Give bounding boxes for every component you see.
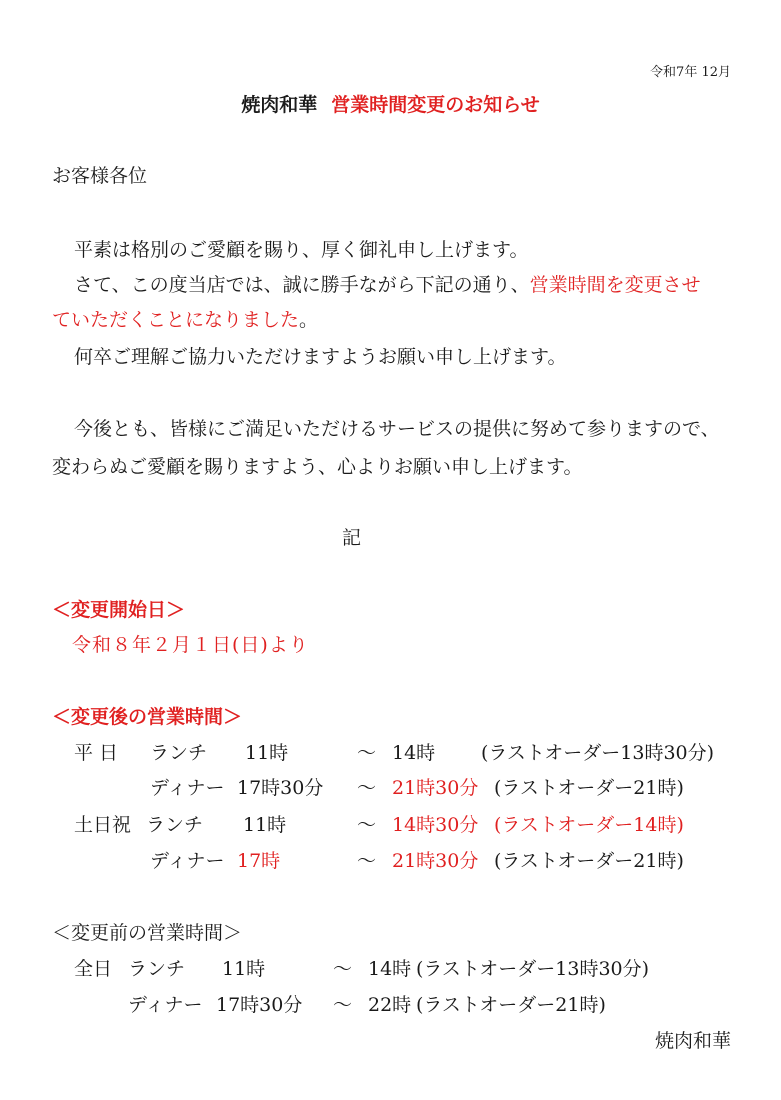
row-meal: ランチ	[128, 958, 186, 980]
row-last-order: (ラストオーダー13時30分)	[481, 742, 715, 764]
announcement-text: さて、この度当店では、誠に勝手ながら下記の通り、	[74, 274, 530, 296]
row-day: 土日祝	[74, 814, 132, 836]
row-tilde: ～	[357, 850, 377, 872]
row-tilde: ～	[333, 994, 353, 1016]
row-meal: ランチ	[150, 742, 208, 764]
salutation: お客様各位	[52, 165, 148, 187]
start-date-heading: ＜変更開始日＞	[52, 599, 186, 621]
row-meal: ディナー	[150, 850, 225, 872]
row-close-time: 14時30分	[392, 814, 479, 836]
row-meal: ランチ	[146, 814, 204, 836]
row-close-time: 21時30分	[392, 850, 479, 872]
announcement-highlight: 営業時間を変更させ	[529, 274, 701, 296]
row-tilde: ～	[357, 814, 377, 836]
row-tilde: ～	[333, 958, 353, 980]
row-close-time: 14時	[368, 958, 412, 980]
row-open-time: 17時30分	[216, 994, 303, 1016]
title-notice: 営業時間変更のお知らせ	[331, 94, 540, 116]
row-meal: ディナー	[150, 777, 225, 799]
row-last-order: (ラストオーダー21時)	[494, 850, 684, 872]
row-open-time: 11時	[243, 814, 287, 836]
row-open-time: 11時	[245, 742, 289, 764]
row-close-time: 22時	[368, 994, 412, 1016]
paragraph-closing-1: 今後とも、皆様にご満足いただけるサービスの提供に努めて参りますので、	[74, 418, 720, 440]
paragraph-announcement-cont	[52, 305, 318, 332]
announcement-highlight-cont: ていただくことになりました	[52, 309, 300, 331]
row-day: 平日	[74, 742, 125, 764]
document-date: 令和7年 12月	[650, 65, 731, 80]
start-date-value: 令和８年２月１日(日)より	[72, 634, 309, 656]
paragraph-greeting: 平素は格別のご愛顧を賜り、厚く御礼申し上げます。	[74, 239, 529, 261]
paragraph-request: 何卒ご理解ご協力いただけますようお願い申し上げます。	[74, 346, 567, 368]
row-day: 全日	[74, 958, 113, 980]
row-open-time: 17時30分	[237, 777, 324, 799]
row-last-order: (ラストオーダー13時30分)	[416, 958, 650, 980]
ki-marker: 記	[342, 527, 362, 549]
row-last-order: (ラストオーダー14時)	[494, 814, 684, 836]
paragraph-closing-2: 変わらぬご愛顧を賜りますよう、心よりお願い申し上げます。	[52, 456, 583, 478]
row-last-order: (ラストオーダー21時)	[416, 994, 606, 1016]
row-open-time: 17時	[237, 850, 281, 872]
row-tilde: ～	[357, 742, 377, 764]
old-hours-heading: ＜変更前の営業時間＞	[52, 922, 243, 944]
row-tilde: ～	[357, 777, 377, 799]
row-meal: ディナー	[128, 994, 203, 1016]
announcement-period: 。	[299, 309, 319, 331]
row-open-time: 11時	[222, 958, 266, 980]
document-title	[0, 90, 781, 117]
paragraph-announcement	[74, 270, 701, 297]
row-close-time: 21時30分	[392, 777, 479, 799]
row-last-order: (ラストオーダー21時)	[494, 777, 684, 799]
signature: 焼肉和華	[654, 1030, 731, 1052]
new-hours-heading: ＜変更後の営業時間＞	[52, 706, 243, 728]
row-close-time: 14時	[392, 742, 436, 764]
title-shop-name: 焼肉和華	[241, 94, 318, 116]
